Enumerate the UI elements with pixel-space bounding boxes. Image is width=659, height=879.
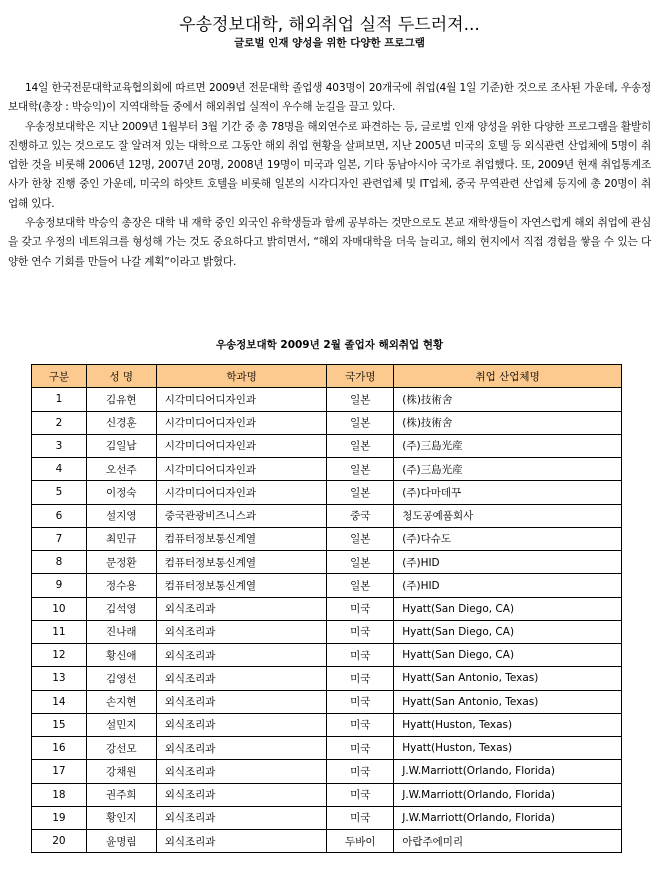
cell-number: 8 [32, 551, 87, 574]
cell-department: 시각미디어디자인과 [156, 481, 327, 504]
cell-department: 시각미디어디자인과 [156, 434, 327, 457]
cell-number: 9 [32, 574, 87, 597]
cell-name: 최민규 [86, 527, 156, 550]
table-row [32, 411, 622, 434]
cell-company: J.W.Marriott(Orlando, Florida) [394, 760, 622, 783]
header-number: 구분 [32, 365, 87, 388]
cell-department: 컴퓨터정보통신계열 [156, 527, 327, 550]
document-subtitle: 글로벌 인재 양성을 위한 다양한 프로그램 [234, 37, 425, 49]
cell-company: (주)다슈도 [394, 527, 622, 550]
table-title: 우송정보대학 2009년 2월 졸업자 해외취업 현황 [215, 339, 444, 351]
cell-company: (주)三島光産 [394, 434, 622, 457]
cell-company: J.W.Marriott(Orlando, Florida) [394, 783, 622, 806]
cell-company: 아랍주에미리 [394, 830, 622, 853]
cell-name: 김영선 [86, 667, 156, 690]
cell-number: 5 [32, 481, 87, 504]
table-row [32, 737, 622, 760]
cell-company: J.W.Marriott(Orlando, Florida) [394, 806, 622, 829]
table-row [32, 806, 622, 829]
header-department: 학과명 [156, 365, 327, 388]
cell-country: 미국 [327, 760, 394, 783]
cell-department: 외식조리과 [156, 806, 327, 829]
table-row [32, 481, 622, 504]
cell-number: 19 [32, 806, 87, 829]
table-row [32, 527, 622, 550]
table-row [32, 713, 622, 736]
cell-name: 김일남 [86, 434, 156, 457]
cell-country: 일본 [327, 411, 394, 434]
cell-company: (주)HID [394, 551, 622, 574]
cell-department: 외식조리과 [156, 644, 327, 667]
document-title: 우송정보대학, 해외취업 실적 두드러져... [179, 15, 480, 35]
cell-country: 미국 [327, 644, 394, 667]
article-body [8, 79, 651, 272]
cell-country: 일본 [327, 458, 394, 481]
cell-country: 미국 [327, 783, 394, 806]
table-row [32, 388, 622, 411]
cell-name: 오선주 [86, 458, 156, 481]
table-row [32, 504, 622, 527]
cell-country: 미국 [327, 806, 394, 829]
cell-number: 2 [32, 411, 87, 434]
cell-department: 시각미디어디자인과 [156, 411, 327, 434]
cell-department: 컴퓨터정보통신계열 [156, 551, 327, 574]
cell-name: 황인지 [86, 806, 156, 829]
cell-number: 16 [32, 737, 87, 760]
cell-department: 중국관광비즈니스과 [156, 504, 327, 527]
table-row [32, 690, 622, 713]
cell-number: 12 [32, 644, 87, 667]
cell-number: 14 [32, 690, 87, 713]
header-company: 취업 산업체명 [394, 365, 622, 388]
header-name: 성 명 [86, 365, 156, 388]
paragraph-2: 우송정보대학은 지난 2009년 1월부터 3월 기간 중 총 78명을 해외연수로 파견하는 등, 글로벌 인재 양성을 위한 다양한 프로그램을 활발히 진행하고 있는 것으로도 잘 알려져 있는 대학으로 그동안 해외 취업 현황을 살펴보면, 지난 2005년 미국의 호텔 등 외식관련 산업체에 5명이 취업한 것을 비롯해 2006년 12명, 2007년 20명, 2008년 19명이 미국과 일본, 기타 동남아시아 국가로 취업했다. 또, 2009년 현재 취업통계조사가 한창 진행 중인 가운데, 미국의 하얏트 호텔을 비롯해 일본의 시각디자인 관련업체 및 IT업체, 중국 무역관련 산업체 등지에 총 20명이 취업해 있다. [8, 120, 651, 210]
cell-company: Hyatt(San Diego, CA) [394, 620, 622, 643]
cell-country: 일본 [327, 388, 394, 411]
table-row [32, 458, 622, 481]
cell-number: 13 [32, 667, 87, 690]
table-row [32, 783, 622, 806]
cell-number: 6 [32, 504, 87, 527]
header-country: 국가명 [327, 365, 394, 388]
cell-country: 미국 [327, 737, 394, 760]
cell-department: 외식조리과 [156, 760, 327, 783]
cell-name: 강채원 [86, 760, 156, 783]
cell-department: 시각미디어디자인과 [156, 388, 327, 411]
table-row [32, 667, 622, 690]
cell-department: 외식조리과 [156, 737, 327, 760]
cell-company: (주)다마데꾸 [394, 481, 622, 504]
cell-department: 시각미디어디자인과 [156, 458, 327, 481]
table-row [32, 434, 622, 457]
cell-department: 외식조리과 [156, 783, 327, 806]
cell-name: 설민지 [86, 713, 156, 736]
cell-company: Hyatt(San Antonio, Texas) [394, 667, 622, 690]
table-row [32, 830, 622, 853]
paragraph-3: 우송정보대학 박승익 총장은 대학 내 재학 중인 외국인 유학생들과 함께 공부하는 것만으로도 본교 재학생들이 자연스럽게 해외 취업에 관심을 갖고 우정의 네트워크를 형성해 가는 것도 중요하다고 밝히면서, “해외 자매대학을 더욱 늘리고, 해외 현지에서 직접 경험을 쌓을 수 있는 다양한 연수 기회를 만들어 나갈 계획”이라고 밝혔다. [8, 217, 651, 268]
cell-company: Hyatt(Huston, Texas) [394, 737, 622, 760]
cell-number: 17 [32, 760, 87, 783]
table-row [32, 644, 622, 667]
cell-name: 권주희 [86, 783, 156, 806]
cell-name: 김유현 [86, 388, 156, 411]
cell-department: 외식조리과 [156, 620, 327, 643]
cell-country: 중국 [327, 504, 394, 527]
cell-company: (株)技術舍 [394, 411, 622, 434]
cell-name: 이정숙 [86, 481, 156, 504]
table-row [32, 551, 622, 574]
table-row [32, 597, 622, 620]
paragraph-1: 14일 한국전문대학교육협의회에 따르면 2009년 전문대학 졸업생 403명이 20개국에 취업(4월 1일 기준)한 것으로 조사된 가운데, 우송정보대학(총장 : 박승익)이 지역대학들 중에서 해외취업 실적이 우수해 눈길을 끌고 있다. [8, 82, 651, 114]
cell-department: 컴퓨터정보통신계열 [156, 574, 327, 597]
cell-name: 손지현 [86, 690, 156, 713]
cell-country: 일본 [327, 527, 394, 550]
cell-company: Hyatt(San Antonio, Texas) [394, 690, 622, 713]
cell-country: 일본 [327, 481, 394, 504]
cell-name: 진나래 [86, 620, 156, 643]
cell-name: 김석영 [86, 597, 156, 620]
table-row [32, 620, 622, 643]
cell-country: 미국 [327, 690, 394, 713]
cell-number: 20 [32, 830, 87, 853]
cell-name: 윤명림 [86, 830, 156, 853]
cell-name: 강선모 [86, 737, 156, 760]
cell-country: 미국 [327, 713, 394, 736]
cell-number: 10 [32, 597, 87, 620]
cell-department: 외식조리과 [156, 597, 327, 620]
cell-company: 청도공예품회사 [394, 504, 622, 527]
cell-number: 3 [32, 434, 87, 457]
cell-company: Hyatt(San Diego, CA) [394, 597, 622, 620]
table-row [32, 574, 622, 597]
cell-company: Hyatt(San Diego, CA) [394, 644, 622, 667]
cell-company: (주)HID [394, 574, 622, 597]
cell-number: 18 [32, 783, 87, 806]
cell-name: 설지영 [86, 504, 156, 527]
employment-table [31, 364, 622, 853]
cell-department: 외식조리과 [156, 667, 327, 690]
cell-name: 문정환 [86, 551, 156, 574]
cell-country: 미국 [327, 620, 394, 643]
cell-country: 일본 [327, 434, 394, 457]
cell-name: 신경훈 [86, 411, 156, 434]
cell-country: 미국 [327, 597, 394, 620]
cell-department: 외식조리과 [156, 713, 327, 736]
table-row [32, 760, 622, 783]
table-header-row [32, 365, 622, 388]
cell-country: 두바이 [327, 830, 394, 853]
cell-company: (株)技術舍 [394, 388, 622, 411]
cell-number: 15 [32, 713, 87, 736]
cell-department: 외식조리과 [156, 830, 327, 853]
cell-number: 11 [32, 620, 87, 643]
cell-country: 일본 [327, 551, 394, 574]
table-body [32, 388, 622, 853]
cell-number: 4 [32, 458, 87, 481]
cell-number: 7 [32, 527, 87, 550]
cell-number: 1 [32, 388, 87, 411]
cell-name: 황신애 [86, 644, 156, 667]
cell-company: Hyatt(Huston, Texas) [394, 713, 622, 736]
cell-country: 미국 [327, 667, 394, 690]
cell-company: (주)三島光産 [394, 458, 622, 481]
cell-name: 정수용 [86, 574, 156, 597]
cell-department: 외식조리과 [156, 690, 327, 713]
cell-country: 일본 [327, 574, 394, 597]
